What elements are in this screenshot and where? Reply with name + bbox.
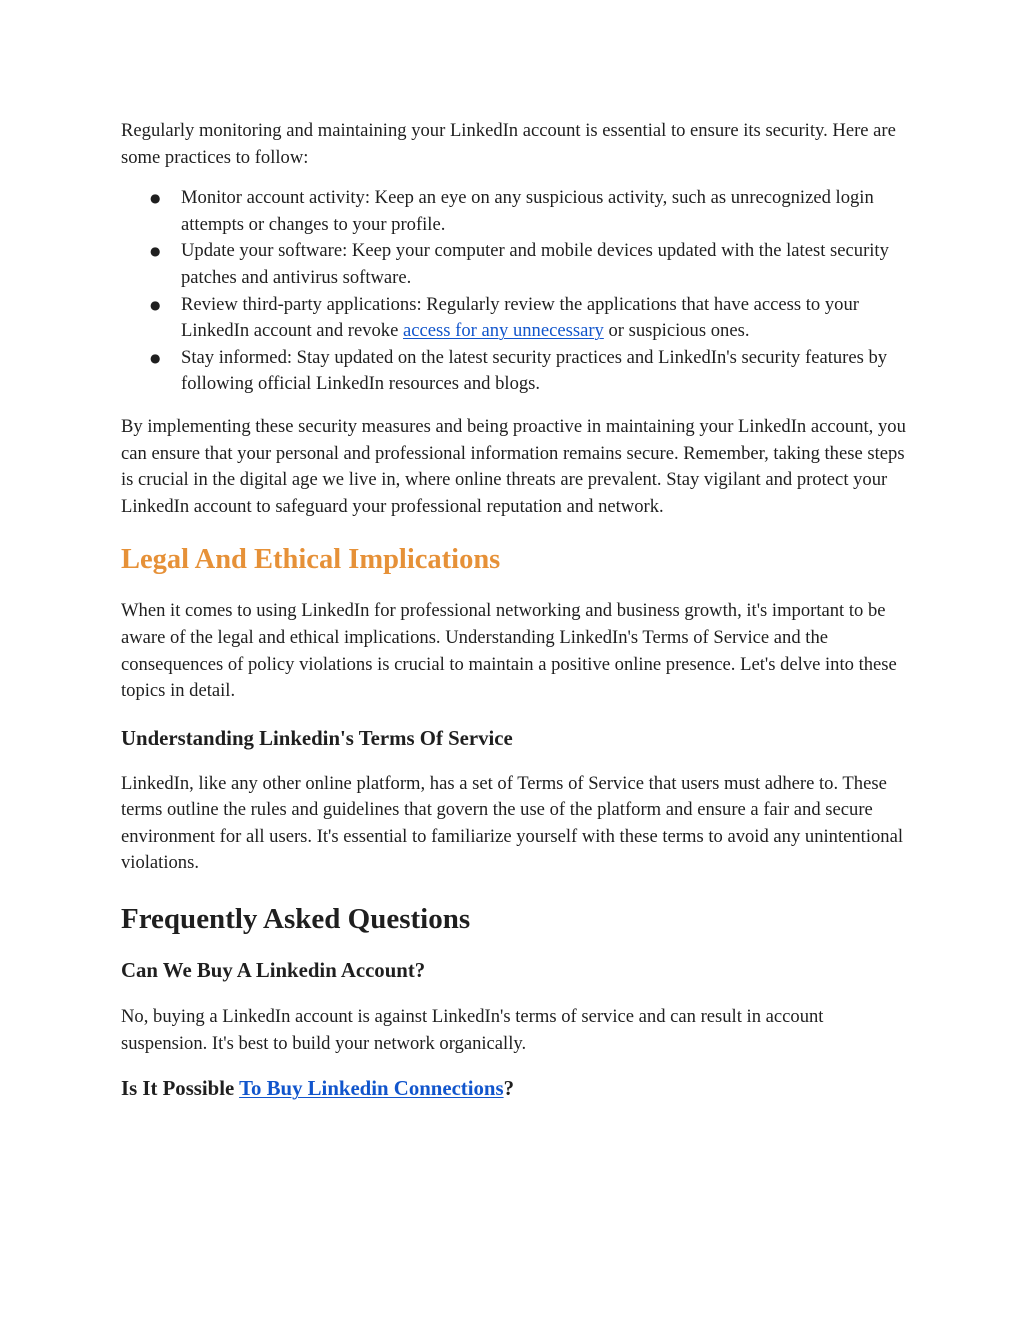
access-for-any-unnecessary-link[interactable]: access for any unnecessary bbox=[403, 320, 604, 342]
bullet-icon: ● bbox=[150, 191, 161, 206]
to-buy-linkedin-connections-link[interactable]: To Buy Linkedin Connections bbox=[239, 1077, 504, 1101]
faq-heading: Frequently Asked Questions bbox=[121, 903, 471, 936]
security-practices-list bbox=[121, 185, 911, 398]
terms-of-service-paragraph: LinkedIn, like any other online platform, has a set of Terms of Service that users must adhere to. These terms outline the rules and guidelines that govern the use of the platform and ensure a fair and secure environment for all users. It's essential to familiarize yourself with these terms to avoid any unintentional violations. bbox=[121, 772, 904, 874]
list-item-monitor-activity bbox=[121, 185, 911, 238]
list-item-text-after-link: or suspicious ones. bbox=[603, 320, 750, 342]
faq-question-text-before-link: Is It Possible bbox=[121, 1077, 240, 1101]
document-body bbox=[121, 118, 911, 1103]
list-item-text: Stay informed: Stay updated on the latest security practices and LinkedIn's security features by following official LinkedIn resources and blogs. bbox=[181, 346, 888, 395]
faq-question-text-after-link: ? bbox=[503, 1077, 514, 1101]
list-item-text: Monitor account activity: Keep an eye on any suspicious activity, such as unrecognized login attempts or changes to your profile. bbox=[181, 187, 874, 235]
intro-paragraph: Regularly monitoring and maintaining your LinkedIn account is essential to ensure its security. Here are some practices to follow: bbox=[121, 120, 896, 168]
terms-of-service-heading: Understanding Linkedin's Terms Of Service bbox=[121, 726, 513, 750]
list-item-stay-informed bbox=[121, 345, 911, 398]
summary-paragraph: By implementing these security measures and being proactive in maintaining your LinkedIn account, you can ensure that your personal and professional information remains secure. Remember, taking these steps is crucial in the digital age we live in, where online threats are prevalent. Stay vigilant and protect your LinkedIn account to safeguard your professional reputation and network. bbox=[121, 415, 906, 517]
legal-intro-paragraph: When it comes to using LinkedIn for professional networking and business growth, it's important to be aware of the legal and ethical implications. Understanding LinkedIn's Terms of Service and the consequences of policy violations is crucial to maintain a positive online presence. Let's delve into these topics in detail. bbox=[121, 600, 897, 702]
faq-answer-buy-account: No, buying a LinkedIn account is against LinkedIn's terms of service and can result in account suspension. It's best to build your network organically. bbox=[121, 1006, 824, 1054]
faq-question-buy-account: Can We Buy A Linkedin Account? bbox=[121, 959, 426, 983]
legal-ethical-heading: Legal And Ethical Implications bbox=[121, 544, 501, 576]
list-item-update-software bbox=[121, 238, 911, 291]
bullet-icon: ● bbox=[150, 350, 161, 365]
bullet-icon: ● bbox=[150, 244, 161, 259]
bullet-icon: ● bbox=[150, 297, 161, 312]
faq-question-buy-connections bbox=[121, 1075, 911, 1103]
list-item-text: Update your software: Keep your computer and mobile devices updated with the latest security patches and antivirus software. bbox=[181, 240, 889, 288]
list-item-text-before-link: Review third-party applications: Regularly review the applications that have access to your LinkedIn account and revoke bbox=[181, 293, 859, 342]
list-item-review-applications bbox=[121, 292, 911, 345]
